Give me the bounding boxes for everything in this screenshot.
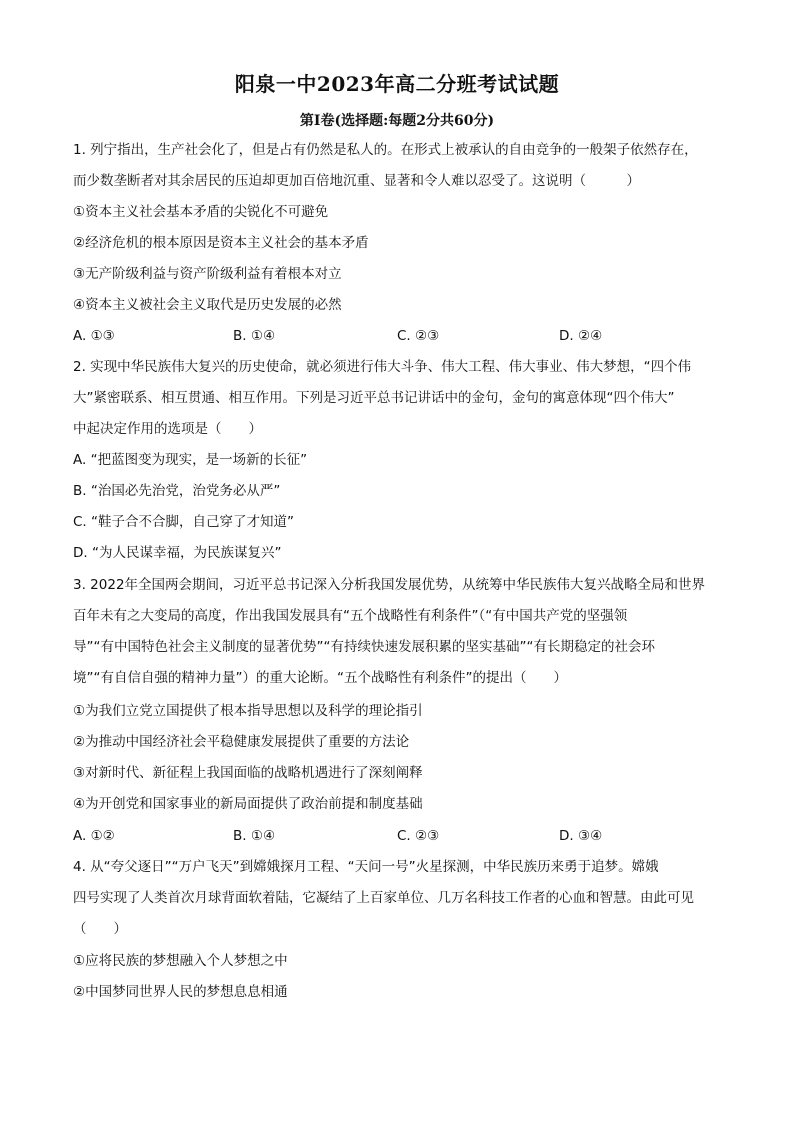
question-3-stem-line-1: 3. 2022年全国两会期间，习近平总书记深入分析我国发展优势，从统筹中华民族伟大复兴战略全局和世界: [73, 577, 706, 593]
question-1-stem-line-1: 1. 列宁指出，生产社会化了，但是占有仍然是私人的。在形式上被承认的自由竞争的一般架子依然存在，: [73, 142, 698, 158]
question-1-option-a: A. ①③: [73, 328, 115, 344]
question-4-stem-line-2: 四号实现了人类首次月球背面软着陆，它凝结了上百家单位、几万名科技工作者的心血和智慧。由此可见: [73, 890, 694, 906]
question-1-option-b: B. ①④: [233, 328, 276, 344]
question-4-statement-2: ②中国梦同世界人民的梦想息息相通: [73, 984, 288, 1000]
question-2-choice-c: C. “鞋子合不合脚，自己穿了才知道”: [73, 514, 294, 530]
question-1-statement-3: ③无产阶级利益与资产阶级利益有着根本对立: [73, 266, 342, 282]
question-1-stem-line-2: 而少数垄断者对其余居民的压迫却更加百倍地沉重、显著和令人难以忍受了。这说明（ ）: [73, 173, 640, 189]
question-4-statement-1: ①应将民族的梦想融入个人梦想之中: [73, 953, 288, 969]
question-1-statement-1: ①资本主义社会基本矛盾的尖锐化不可避免: [73, 204, 329, 220]
question-2-choice-a: A. “把蓝图变为现实，是一场新的长征”: [73, 452, 308, 468]
question-3-statement-4: ④为开创党和国家事业的新局面提供了政治前提和制度基础: [73, 796, 423, 812]
question-4-stem-line-1: 4. 从“夸父逐日”“万户飞天”到嫦娥探月工程、“天问一号”火星探测，中华民族历来勇于追梦。嫦娥: [73, 859, 659, 875]
question-3-statement-1: ①为我们立党立国提供了根本指导思想以及科学的理论指引: [73, 703, 423, 719]
question-3-option-a: A. ①②: [73, 828, 115, 844]
question-2-stem-line-3: 中起决定作用的选项是（ ）: [73, 421, 262, 437]
question-2-choice-d: D. “为人民谋幸福，为民族谋复兴”: [73, 545, 282, 561]
question-2-stem-line-2: 大”紧密联系、相互贯通、相互作用。下列是习近平总书记讲话中的金句，金句的寓意体现“四个伟大”: [73, 390, 675, 406]
section-heading: 第Ⅰ卷(选择题:每题2分共60分): [299, 113, 495, 129]
question-3-stem-line-2: 百年未有之大变局的高度，作出我国发展具有“五个战略性有利条件”（“有中国共产党的坚强领: [73, 608, 628, 624]
question-4-stem-line-3: （ ）: [73, 921, 127, 937]
question-3-statement-3: ③对新时代、新征程上我国面临的战略机遇进行了深刻阐释: [73, 765, 423, 781]
question-1-option-c: C. ②③: [397, 328, 440, 344]
question-3-option-b: B. ①④: [233, 828, 276, 844]
question-1-option-d: D. ②④: [559, 328, 603, 344]
question-1-statement-4: ④资本主义被社会主义取代是历史发展的必然: [73, 297, 342, 313]
question-3-stem-line-3: 导”“有中国特色社会主义制度的显著优势”“有持续快速发展积累的坚实基础”“有长期稳定的社会环: [73, 639, 655, 655]
question-2-stem-line-1: 2. 实现中华民族伟大复兴的历史使命，就必须进行伟大斗争、伟大工程、伟大事业、伟大梦想，“四个伟: [73, 359, 692, 375]
question-3-stem-line-4: 境”“有自信自强的精神力量”）的重大论断。“五个战略性有利条件”的提出（ ）: [73, 670, 567, 686]
question-3-option-d: D. ③④: [559, 828, 603, 844]
question-1-statement-2: ②经济危机的根本原因是资本主义社会的基本矛盾: [73, 235, 369, 251]
exam-title: 阳泉一中2023年高二分班考试试题: [234, 72, 560, 96]
question-3-option-c: C. ②③: [397, 828, 440, 844]
question-3-statement-2: ②为推动中国经济社会平稳健康发展提供了重要的方法论: [73, 734, 410, 750]
question-2-choice-b: B. “治国必先治党，治党务必从严”: [73, 483, 281, 499]
